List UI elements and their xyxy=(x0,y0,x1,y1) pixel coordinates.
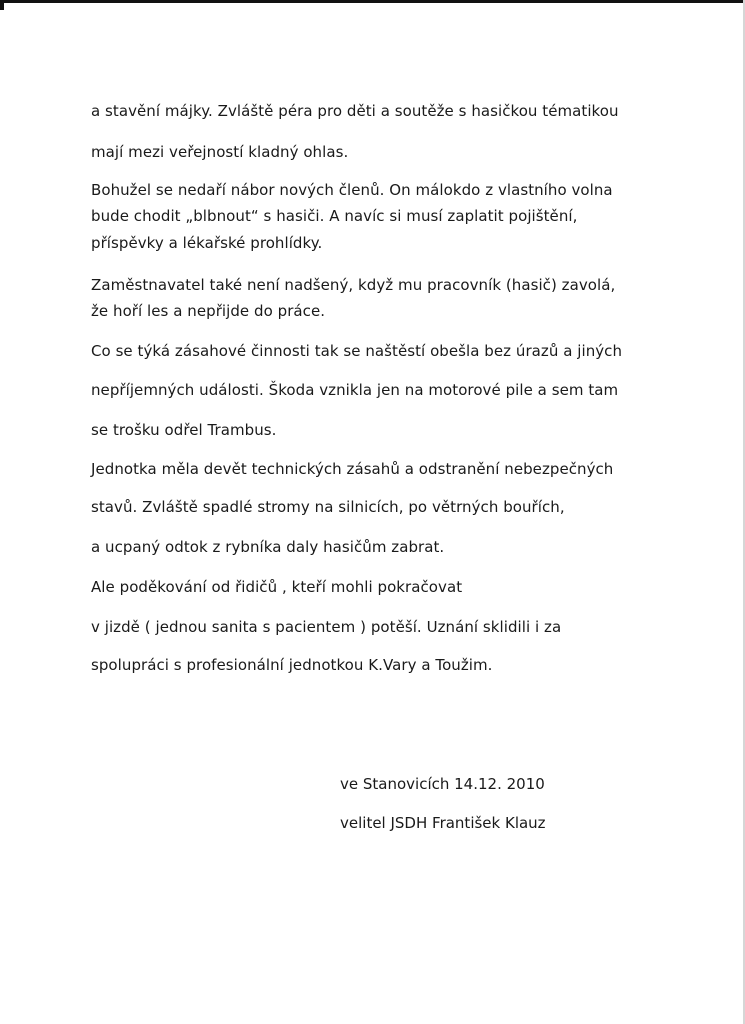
body-line: stavů. Zvláště spadlé stromy na silnicích, po větrných bouřích, xyxy=(91,498,565,516)
body-line: Ale poděkování od řidičů , kteří mohli pokračovat xyxy=(91,578,463,596)
body-line: se trošku odřel Trambus. xyxy=(91,421,277,439)
signature-place-date: ve Stanovicích 14.12. 2010 xyxy=(340,775,545,793)
body-line: bude chodit „blbnout“ s hasiči. A navíc si musí zaplatit pojištění, xyxy=(91,207,578,225)
body-line: Zaměstnavatel také není nadšený, když mu pracovník (hasič) zavolá, xyxy=(91,276,616,294)
body-line: nepříjemných události. Škoda vznikla jen na motorové pile a sem tam xyxy=(91,381,619,399)
body-line: příspěvky a lékařské prohlídky. xyxy=(91,234,323,252)
body-line: že hoří les a nepřijde do práce. xyxy=(91,302,326,320)
scan-corner-mark xyxy=(0,0,4,10)
body-line: Co se týká zásahové činnosti tak se naštěstí obešla bez úrazů a jiných xyxy=(91,342,623,360)
signature-signer: velitel JSDH František Klauz xyxy=(340,814,546,832)
body-line: v jizdě ( jednou sanita s pacientem ) potěší. Uznání sklidili i za xyxy=(91,618,562,636)
scan-top-border xyxy=(0,0,745,3)
body-line: a stavění májky. Zvláště péra pro děti a soutěže s hasičkou tématikou xyxy=(91,102,619,120)
body-line: mají mezi veřejností kladný ohlas. xyxy=(91,143,349,161)
body-line: Bohužel se nedaří nábor nových členů. On málokdo z vlastního volna xyxy=(91,181,613,199)
body-line: spolupráci s profesionální jednotkou K.Vary a Toužim. xyxy=(91,656,493,674)
body-line: a ucpaný odtok z rybníka daly hasičům zabrat. xyxy=(91,538,445,556)
body-line: Jednotka měla devět technických zásahů a odstranění nebezpečných xyxy=(91,460,614,478)
